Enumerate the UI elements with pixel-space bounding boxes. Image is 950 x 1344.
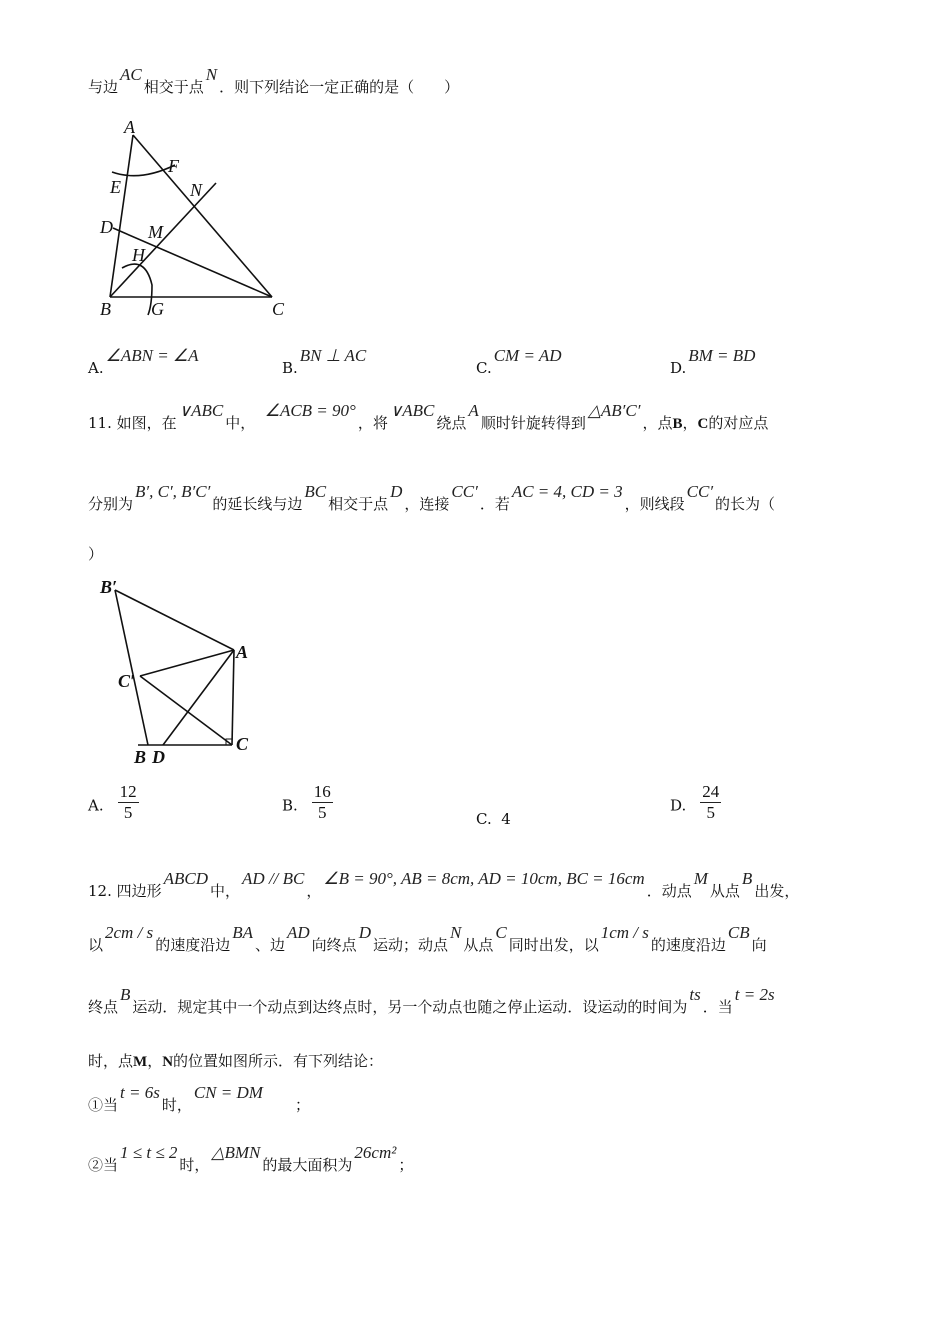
math-expression: AC = 4, CD = 3 — [511, 482, 623, 501]
text-segment: 的对应点 — [708, 414, 769, 432]
text-segment: ．若 — [479, 495, 510, 513]
label-H: H — [132, 245, 145, 265]
text-segment: ①当 — [88, 1096, 119, 1114]
text-segment: 同时出发，以 — [508, 936, 599, 954]
text-segment: 绕点 — [436, 414, 467, 432]
math-expression: ∨ABC — [389, 401, 435, 420]
fraction — [700, 782, 721, 823]
math-expression: B — [741, 869, 753, 888]
text-segment: 的速度沿边 — [155, 936, 231, 954]
math-expression: 2cm / s — [105, 923, 154, 942]
text-segment: 中， — [210, 882, 241, 900]
text-segment: C — [697, 416, 709, 432]
option-math: CM = AD — [493, 346, 562, 365]
text-segment: ； — [264, 1096, 310, 1114]
label-A: A — [124, 117, 135, 137]
text-segment: 与边 — [88, 78, 119, 96]
text-segment: 以 — [88, 936, 104, 954]
option-value: 4 — [501, 810, 511, 828]
q11-option-a[interactable] — [88, 782, 139, 827]
text-segment: 运动．规定其中一个动点到达终点时，另一个动点也随之停止运动．设运动的时间为 — [132, 998, 688, 1016]
option-label: A. — [88, 359, 104, 377]
q10-option-c[interactable] — [476, 346, 564, 378]
label-B: B — [100, 299, 111, 319]
fraction — [312, 782, 333, 823]
label-A: A — [236, 642, 249, 662]
option-label: B. — [282, 359, 298, 377]
math-expression: D — [358, 923, 371, 942]
denominator: 5 — [123, 803, 133, 822]
text-segment: 的长为（ — [715, 495, 776, 513]
option-label: A. — [88, 796, 104, 815]
option-label: C. — [476, 359, 492, 377]
math-expression: CN = DM — [193, 1083, 263, 1102]
math-expression: BA — [232, 923, 253, 942]
q11-option-d[interactable] — [670, 782, 721, 827]
label-G: G — [151, 299, 164, 319]
text-segment: ．则下列结论一定正确的是（ ） — [219, 78, 460, 96]
math-expression: ∨ABC — [178, 401, 224, 420]
label-D: D — [152, 747, 165, 767]
math-expression: B — [120, 985, 131, 1004]
numerator: 12 — [119, 782, 137, 801]
q10-option-a[interactable] — [88, 346, 201, 378]
math-expression: 1 ≤ t ≤ 2 — [120, 1143, 178, 1162]
math-expression: △BMN — [211, 1143, 261, 1162]
math-expression: ts — [689, 985, 701, 1004]
text-segment: ②当 — [88, 1156, 119, 1174]
label-B-prime: B′ — [100, 577, 118, 597]
label-C: C — [272, 299, 285, 319]
math-expression: AD // BC — [242, 869, 305, 888]
q11-option-c[interactable] — [476, 810, 511, 828]
text-segment: 时， — [179, 1156, 210, 1174]
text-segment: 相交于点 — [328, 495, 389, 513]
text-segment: 时，点 — [88, 1052, 134, 1070]
math-expression: t = 2s — [734, 985, 775, 1004]
text-segment: 向 — [751, 936, 767, 954]
fraction — [118, 782, 139, 823]
math-expression: t = 6s — [120, 1083, 160, 1102]
option-math: BM = BD — [688, 346, 756, 365]
option-label: C. — [476, 810, 492, 828]
text-segment: N — [162, 1054, 174, 1070]
text-segment: ） — [88, 545, 104, 563]
option-label: D. — [670, 359, 687, 377]
math-expression: AD — [287, 923, 310, 942]
text-segment: 运动；动点 — [372, 936, 448, 954]
option-label: B. — [282, 796, 298, 815]
label-B: B — [134, 747, 147, 767]
q10-option-d[interactable] — [670, 346, 757, 378]
text-segment: M — [133, 1054, 148, 1070]
math-expression: CC′ — [686, 482, 714, 501]
text-segment: 相交于点 — [143, 78, 204, 96]
label-F: F — [168, 156, 179, 176]
text-segment: 中， — [225, 414, 263, 432]
text-segment: ，点 — [642, 414, 673, 432]
math-expression: ABCD — [163, 869, 209, 888]
text-segment: 、边 — [254, 936, 285, 954]
text-segment: 的位置如图所示．有下列结论： — [173, 1052, 384, 1070]
text-segment: 终点 — [88, 998, 119, 1016]
math-expression: ∠ACB = 90° — [264, 401, 356, 420]
math-expression: 1cm / s — [600, 923, 649, 942]
label-N: N — [190, 180, 203, 200]
math-expression: 26cm² — [354, 1143, 397, 1162]
text-segment: ．当 — [702, 998, 733, 1016]
text-segment: 从点 — [709, 882, 740, 900]
denominator: 5 — [318, 803, 327, 822]
text-segment: 时， — [161, 1096, 192, 1114]
option-label: D. — [670, 796, 687, 815]
text-segment: ， — [682, 414, 698, 432]
text-segment: 的速度沿边 — [650, 936, 726, 954]
math-expression: N — [205, 65, 218, 84]
text-segment: ，则线段 — [624, 495, 685, 513]
label-D: D — [100, 217, 113, 237]
text-segment: 的延长线与边 — [212, 495, 303, 513]
text-segment: 12. 四边形 — [88, 882, 162, 900]
math-expression: D — [390, 482, 403, 501]
option-math: BN ⊥ AC — [299, 346, 367, 365]
label-C: C — [236, 734, 249, 754]
option-math: ∠ABN = ∠A — [105, 346, 199, 365]
math-expression: ∠B = 90°, AB = 8cm, AD = 10cm, BC = 16cm — [323, 869, 645, 888]
denominator: 5 — [706, 803, 716, 822]
text-segment: B — [672, 416, 683, 432]
math-expression: AC — [120, 65, 142, 84]
text-segment: 向终点 — [311, 936, 357, 954]
text-segment: 的最大面积为 — [262, 1156, 353, 1174]
math-expression: BC — [304, 482, 327, 501]
math-expression: M — [693, 869, 708, 888]
label-M: M — [148, 222, 163, 242]
text-segment: ．动点 — [646, 882, 692, 900]
math-expression: △AB′C′ — [587, 401, 641, 420]
text-segment: 从点 — [463, 936, 494, 954]
text-segment: ， — [306, 882, 322, 900]
math-expression: CB — [727, 923, 750, 942]
text-segment: 出发， — [754, 882, 800, 900]
text-segment: 分别为 — [88, 495, 134, 513]
label-C-prime: C′ — [118, 671, 136, 691]
text-segment: 11. 如图，在 — [88, 414, 177, 432]
numerator: 24 — [702, 782, 720, 801]
numerator: 16 — [313, 782, 331, 801]
math-expression: A — [468, 401, 479, 420]
q10-option-b[interactable] — [282, 346, 368, 378]
math-expression: C — [495, 923, 507, 942]
math-expression: B′, C′, B′C′ — [135, 482, 211, 501]
q11-option-b[interactable] — [282, 782, 333, 827]
text-segment: ， — [147, 1052, 163, 1070]
math-expression: N — [449, 923, 462, 942]
text-segment: ； — [398, 1156, 414, 1174]
math-expression: CC′ — [451, 482, 478, 501]
text-segment: 顺时针旋转得到 — [480, 414, 586, 432]
text-segment: ，连接 — [404, 495, 450, 513]
label-E: E — [110, 177, 121, 197]
text-segment: ，将 — [357, 414, 388, 432]
